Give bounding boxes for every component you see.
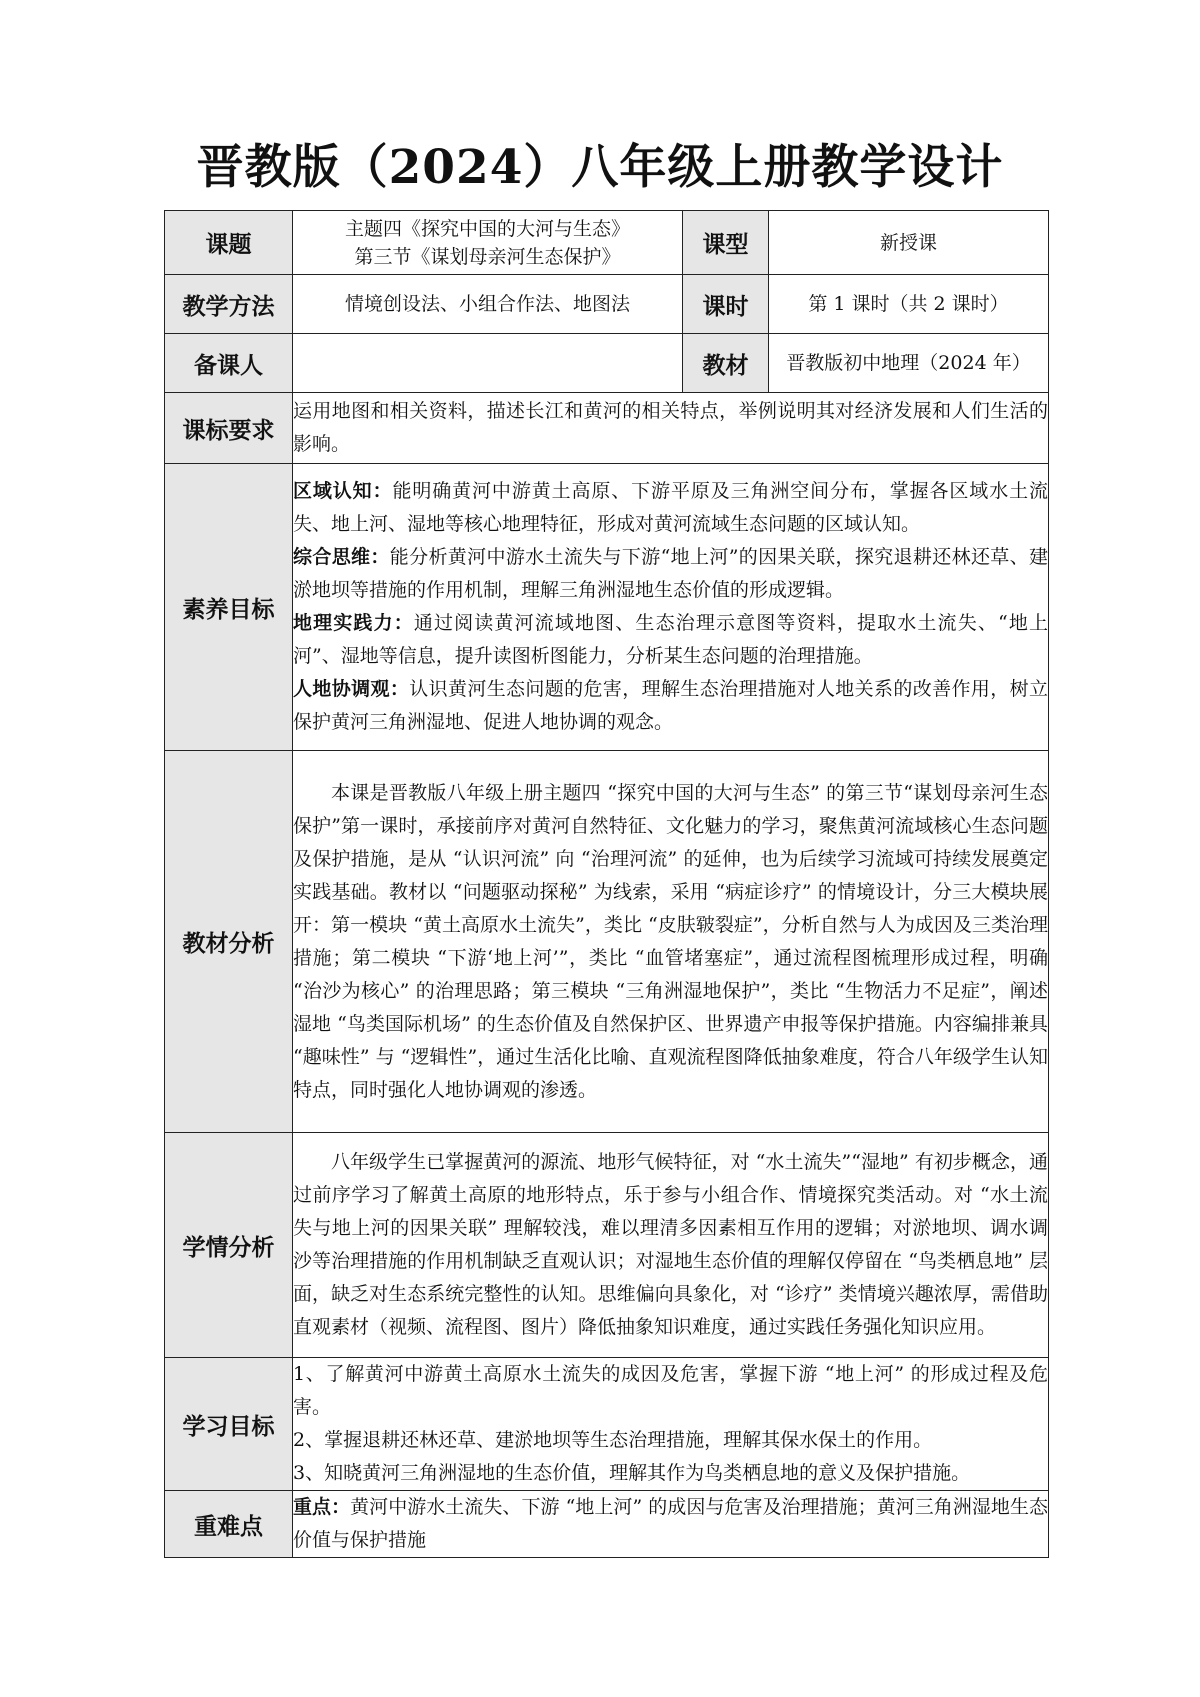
- textbook-analysis-text: 本课是晋教版八年级上册主题四 “探究中国的大河与生态” 的第三节“谋划母亲河生态保护”第一课时，承接前序对黄河自然特征、文化魅力的学习，聚焦黄河流域核心生态问题及保护措施，是从 “认识河流” 向 “治理河流” 的延伸，也为后续学习流域可持续发展奠定实践基础。教材以 “问题驱动探秘” 为线索，采用 “病症诊疗” 的情境设计，分三大模块展开：第一模块 “黄土高原水土流失”，类比 “皮肤皲裂症”，分析自然与人为成因及三类治理措施；第二模块 “下游‘地上河’”，类比 “血管堵塞症”，通过流程图梳理形成过程，明确 “治沙为核心” 的治理思路；第三模块 “三角洲湿地保护”，类比 “生物活力不足症”，阐述湿地 “鸟类国际机场” 的生态价值及自然保护区、世界遗产申报等保护措施。内容编排兼具 “趣味性” 与 “逻辑性”，通过生活化比喻、直观流程图降低抽象难度，符合八年级学生认知特点，同时强化人地协调观的渗透。: [293, 781, 1048, 1101]
- textbook-label: 教材: [683, 334, 769, 393]
- row-preparer: [165, 334, 1049, 393]
- standard-label: 课标要求: [165, 393, 293, 464]
- objectives-label: 学习目标: [165, 1358, 293, 1491]
- student-analysis-label: 学情分析: [165, 1133, 293, 1358]
- textbook-analysis-body: [293, 751, 1049, 1133]
- row-key-points: [165, 1491, 1049, 1558]
- student-analysis-text: 八年级学生已掌握黄河的源流、地形气候特征，对 “水土流失”“湿地” 有初步概念，通过前序学习了解黄土高原的地形特点，乐于参与小组合作、情境探究类活动。对 “水土流失与地上河的因果关联” 理解较浅，难以理清多因素相互作用的逻辑；对淤地坝、调水调沙等治理措施的作用机制缺乏直观认识；对湿地生态价值的理解仅停留在 “鸟类栖息地” 层面，缺乏对生态系统完整性的认知。思维偏向具象化，对 “诊疗” 类情境兴趣浓厚，需借助直观素材（视频、流程图、图片）降低抽象知识难度，通过实践任务强化知识应用。: [293, 1151, 1048, 1338]
- literacy-item-text: 能分析黄河中游水土流失与下游“地上河”的因果关联，探究退耕还林还草、建淤地坝等措施的作用机制，理解三角洲湿地生态价值的形成逻辑。: [293, 546, 1048, 601]
- literacy-item: [293, 541, 1048, 607]
- key-points-label: 重难点: [165, 1491, 293, 1558]
- literacy-item: [293, 607, 1048, 673]
- course-section: 第三节《谋划母亲河生态保护》: [354, 245, 621, 268]
- row-method: [165, 275, 1049, 334]
- key-points-content: 黄河中游水土流失、下游 “地上河” 的成因与危害及治理措施；黄河三角洲湿地生态价值与保护措施: [293, 1496, 1048, 1551]
- key-points-text: [293, 1491, 1048, 1557]
- document-title: 晋教版（2024）八年级上册教学设计: [196, 140, 1004, 195]
- literacy-item-title: 地理实践力：: [293, 612, 414, 634]
- objective-item: 1、了解黄河中游黄土高原水土流失的成因及危害，掌握下游 “地上河” 的形成过程及危害。: [293, 1363, 1048, 1418]
- objective-item: 2、掌握退耕还林还草、建淤地坝等生态治理措施，理解其保水保土的作用。: [293, 1429, 933, 1451]
- preparer-value: [293, 334, 683, 393]
- literacy-item-text: 通过阅读黄河流域地图、生态治理示意图等资料，提取水土流失、“地上河”、湿地等信息，提升读图析图能力，分析某生态问题的治理措施。: [293, 612, 1048, 667]
- lesson-type-label: 课型: [683, 211, 769, 275]
- literacy-item: [293, 673, 1048, 739]
- preparer-label: 备课人: [165, 334, 293, 393]
- row-student-analysis: [165, 1133, 1049, 1358]
- method-label: 教学方法: [165, 275, 293, 334]
- row-literacy: [165, 464, 1049, 751]
- key-points-title: 重点：: [293, 1496, 351, 1518]
- textbook-analysis-label: 教材分析: [165, 751, 293, 1133]
- row-objectives: [165, 1358, 1049, 1491]
- lesson-type-value: 新授课: [769, 211, 1049, 275]
- literacy-item-title: 区域认知：: [293, 480, 393, 502]
- row-course: [165, 211, 1049, 275]
- lesson-plan-table: [164, 210, 1049, 1558]
- row-textbook-analysis: [165, 751, 1049, 1133]
- literacy-item-title: 人地协调观：: [293, 678, 410, 700]
- key-points-body: [293, 1491, 1049, 1558]
- course-label: 课题: [165, 211, 293, 275]
- literacy-item-text: 认识黄河生态问题的危害，理解生态治理措施对人地关系的改善作用，树立保护黄河三角洲湿地、促进人地协调的观念。: [293, 678, 1048, 733]
- literacy-item-text: 能明确黄河中游黄土高原、下游平原及三角洲空间分布，掌握各区域水土流失、地上河、湿地等核心地理特征，形成对黄河流域生态问题的区域认知。: [293, 480, 1048, 535]
- course-theme: 主题四《探究中国的大河与生态》: [344, 217, 630, 240]
- standard-text: 运用地图和相关资料，描述长江和黄河的相关特点，举例说明其对经济发展和人们生活的影响。: [293, 393, 1049, 464]
- literacy-label: 素养目标: [165, 464, 293, 751]
- literacy-body: [293, 464, 1049, 751]
- course-value: [293, 211, 683, 275]
- row-standard: [165, 393, 1049, 464]
- literacy-item-title: 综合思维：: [293, 546, 390, 568]
- objective-item: 3、知晓黄河三角洲湿地的生态价值，理解其作为鸟类栖息地的意义及保护措施。: [293, 1462, 971, 1484]
- student-analysis-body: [293, 1133, 1049, 1358]
- hours-label: 课时: [683, 275, 769, 334]
- method-value: 情境创设法、小组合作法、地图法: [293, 275, 683, 334]
- hours-value: 第 1 课时（共 2 课时）: [769, 275, 1049, 334]
- textbook-value: 晋教版初中地理（2024 年）: [769, 334, 1049, 393]
- objectives-body: [293, 1358, 1049, 1491]
- literacy-item: [293, 475, 1048, 541]
